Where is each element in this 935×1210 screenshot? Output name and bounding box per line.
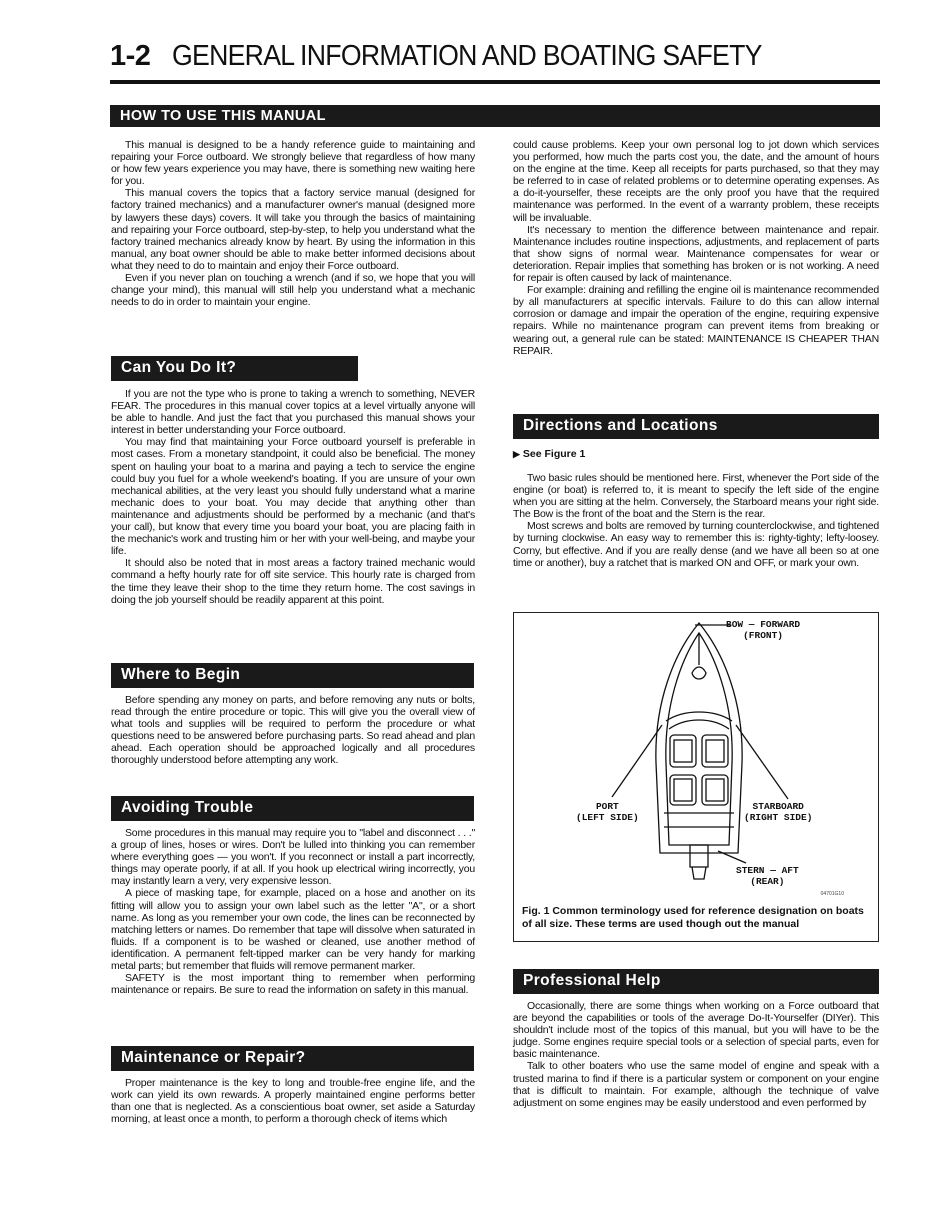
figure-code: 04701G10 (820, 891, 844, 897)
port-label: PORT (LEFT SIDE) (576, 801, 639, 823)
paragraph: could cause problems. Keep your own personal log to jot down which services you performed, how much the parts cost you, the date, and the amount of hours on the engine at the time. Keep all receipts for parts purchased, so that they may be referred to in case of related problems or to determine operating expenses. As a do-it-yourselfer, these receipts are the only proof you have that the required maintenance was performed. In the event of a warranty problem, these receipts will be invaluable. (513, 139, 879, 224)
where-to-begin-body (111, 694, 475, 767)
chapter-title: GENERAL INFORMATION AND BOATING SAFETY (172, 40, 762, 72)
section-heading-where-to-begin (111, 663, 474, 688)
paragraph: It should also be noted that in most areas a factory trained mechanic would command a hefty hourly rate for off site service. This hourly rate is charged from the time they leave their shop to the time they return home. The cost savings in doing the job yourself should be readily apparent at this point. (111, 557, 475, 606)
paragraph: Some procedures in this manual may require you to "label and disconnect . . ." a group of lines, hoses or wires. Don't be lulled into thinking you can remember where everything goes — you won't. If you reconnect or install a part incorrectly, things may operate poorly, if at all. If you hook up electrical wiring incorrectly, you may instantly learn a very, very expensive lesson. (111, 827, 475, 888)
heading-text: Where to Begin (121, 666, 241, 683)
paragraph: Occasionally, there are some things when working on a Force outboard that are beyond the capabilities or tools of the average Do-It-Yourselfer (DIYer). This shouldn't include most of the topics of this manual, but you will have to be the judge. Some engines require special tools or a selection of special parts, even for basic maintenance. (513, 1000, 879, 1061)
paragraph: Proper maintenance is the key to long and trouble-free engine life, and the work can yield its own rewards. A properly maintained engine performs better than one that is neglected. As a conscientious boat owner, set aside a Saturday morning, at least once a month, to perform a thorough check of items which (111, 1077, 475, 1126)
section-heading-can-you-do-it (111, 356, 358, 381)
starboard-label: STARBOARD (RIGHT SIDE) (744, 801, 813, 823)
section-heading-directions-locations (513, 414, 879, 439)
heading-text: Maintenance or Repair? (121, 1049, 306, 1066)
paragraph: Before spending any money on parts, and before removing any nuts or bolts, read through the entire procedure or topic. This will give you the overall view of what tools and supplies will be required to perform the procedure or what questions need to be answered before purchasing parts. So read ahead and plan ahead. Each operation should be approached logically and all procedures thoroughly understood before attempting any work. (111, 694, 475, 767)
figure-caption: Fig. 1 Common terminology used for reference designation on boats of all size. These terms are used though out the manual (522, 905, 864, 930)
maintenance-or-repair-body-left (111, 1077, 475, 1125)
heading-text: Professional Help (523, 972, 661, 989)
arrow-right-icon: ▶ (513, 449, 520, 459)
paragraph: Two basic rules should be mentioned here. First, whenever the Port side of the engine (or boat) is referred to, it is meant to specify the left side of the engine when you are sitting at the helm. Conversely, the Starboard means your right side. The Bow is the front of the boat and the Stern is the rear. (513, 472, 879, 521)
paragraph: Talk to other boaters who use the same model of engine and speak with a trusted marina to find if there is a particular system or component on your engine that is difficult to maintain. For example, although the technique of valve adjustment on some engines may be easily understood and even performed by (513, 1060, 879, 1109)
section-heading-how-to-use (110, 105, 880, 127)
paragraph: If you are not the type who is prone to taking a wrench to something, NEVER FEAR. The procedures in this manual cover topics at a level virtually anyone will be able to handle. And just the fact that you purchased this manual shows your interest in better understanding your Force outboard. (111, 388, 475, 437)
paragraph: For example: draining and refilling the engine oil is maintenance recommended by all manufacturers at specific intervals. Failure to do this can allow internal corrosion or damage and impair the operation of the engine, requiring expensive repairs. While no maintenance program can prevent items from breaking or wearing out, a general rule can be stated: MAINTENANCE IS CHEAPER THAN REPAIR. (513, 284, 879, 357)
paragraph: SAFETY is the most important thing to remember when performing maintenance or repairs. Be sure to read the information on safety in this manual. (111, 972, 475, 997)
bow-label: BOW — FORWARD (FRONT) (726, 619, 801, 641)
how-to-use-body (111, 139, 475, 308)
section-heading-avoiding-trouble (111, 796, 474, 821)
paragraph: It's necessary to mention the difference between maintenance and repair. Maintenance includes routine inspections, adjustments, and replacement of parts that show signs of normal wear. Maintenance compensates for wear or deterioration. Repair implies that something has broken or is not working. A need for repair is often caused by lack of maintenance. (513, 223, 879, 285)
heading-text: Directions and Locations (523, 417, 718, 434)
professional-help-body (513, 1000, 879, 1109)
heading-text: HOW TO USE THIS MANUAL (120, 108, 326, 124)
paragraph: Most screws and bolts are removed by turning counterclockwise, and tightened by turning clockwise. An easy way to remember this is: righty-tighty; lefty-loosey. Corny, but effective. And if you are really dense (and we have all been so at one time or another), buy a ratchet that is marked ON and OFF, or mark your own. (513, 520, 879, 569)
figure-1 (513, 612, 879, 942)
paragraph: Even if you never plan on touching a wrench (and if so, we hope that you will change your mind), this manual will still help you understand what a mechanic needs to do in order to maintain your engine. (111, 272, 475, 309)
section-heading-maintenance-or-repair (111, 1046, 474, 1071)
can-you-do-it-body (111, 388, 475, 606)
stern-label: STERN — AFT (REAR) (736, 865, 799, 887)
see-figure-reference[interactable] (513, 448, 585, 460)
see-figure-text: See Figure 1 (522, 448, 586, 460)
heading-text: Avoiding Trouble (121, 799, 254, 816)
paragraph: A piece of masking tape, for example, placed on a hose and another on its fitting will allow you to assign your own label such as the letter "A", or a short name. As long as you remember your own code, the lines can be reconnected by matching letters or names. Do remember that tape will dissolve when saturated in fluids. If a component is to be washed or cleaned, use another method of identification. A permanent felt-tipped marker can be very handy for marking metal parts; but remember that fluids will remove permanent marker. (111, 887, 475, 973)
paragraph: This manual is designed to be a handy reference guide to maintaining and repairing your Force outboard. We strongly believe that regardless of how many or how few years experience you may have, there is something new waiting here for you. (111, 139, 475, 188)
paragraph: You may find that maintaining your Force outboard yourself is preferable in most cases. From a monetary standpoint, it could also be beneficial. The money spent on hauling your boat to a marina and paying a tech to service the engine could buy you fuel for a whole weekend's boating. If you are unsure of your own mechanical abilities, at the very least you should fully understand what a marine mechanic does to your boat. You may decide that anything other than maintenance and adjustments should be performed by a mechanic (and that's your call), but know that every time you board your boat, you are placing faith in the mechanic's work and trusting him or her with your well-being, and maybe your life. (111, 436, 475, 558)
section-heading-professional-help (513, 969, 879, 994)
maintenance-or-repair-body-right (513, 139, 879, 357)
boat-diagram (514, 613, 878, 903)
heading-text: Can You Do It? (121, 359, 237, 376)
avoiding-trouble-body (111, 827, 475, 996)
paragraph: This manual covers the topics that a factory service manual (designed for factory trained mechanics) and a manufacturer owner's manual (designed more by lawyers these days) covers. It will take you through the basics of maintaining and repairing your Force outboard, step-by-step, to help you understand what the factory trained mechanics already know by heart. By using the information in this manual, any boat owner should be able to make better informed decisions about what they need to do to maintain and enjoy their Force outboard. (111, 187, 475, 272)
header-rule (110, 80, 880, 84)
page-number: 1-2 (110, 40, 151, 72)
directions-locations-body (513, 472, 879, 569)
